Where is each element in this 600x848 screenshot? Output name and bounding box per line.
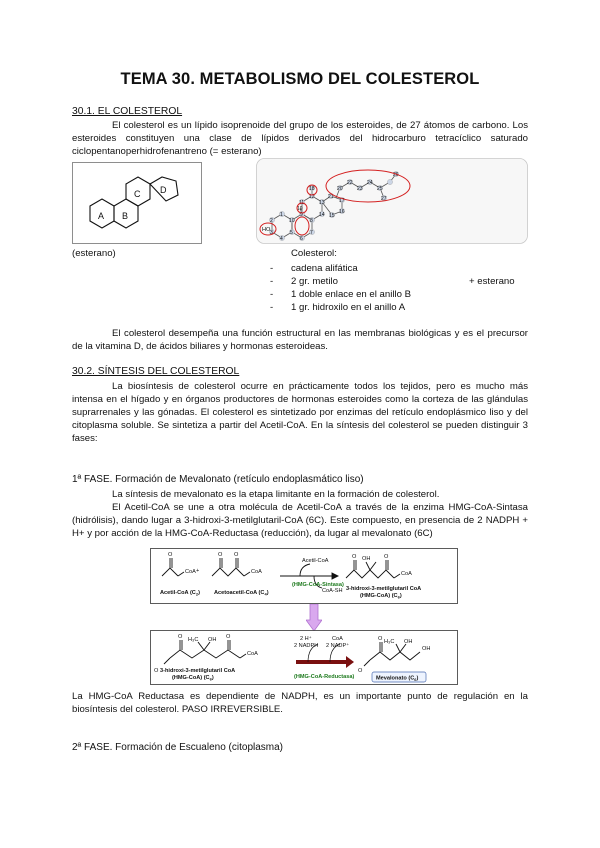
fase1-description: El Acetil-CoA se une a otra molécula de Acetil-CoA a través de la enzima HMG-CoA-Sintasa (hidrólisis), dando lugar a 3-hidroxi-3-metilglutaril-CoA (6C). Este compuesto, en presencia de 2 NADPH + H+ y por acción de la HMG-CoA-Reductasa (reducción), da lugar al mevalonato (6C) bbox=[72, 502, 528, 539]
coa-label: CoA bbox=[332, 636, 343, 642]
h-plus-label: 2 H⁺ bbox=[300, 636, 312, 642]
nadph-label: 2 NADPH bbox=[294, 643, 319, 649]
enzyme-hmg-coa-sintasa: (HMG-CoA-Sintasa) bbox=[292, 582, 344, 588]
esterano-caption: (esterano) bbox=[72, 248, 116, 259]
h3c-label-2: H₃C bbox=[384, 639, 395, 645]
feature-bullet: - bbox=[270, 289, 274, 300]
ring-d-label: D bbox=[160, 185, 167, 195]
svg-text:(HMG-CoA) (C6): (HMG-CoA) $(C_6)$ bbox=[360, 593, 402, 600]
oh-label-2: OH bbox=[404, 639, 413, 645]
hmg-coa-name-3: 3-hidroxi-3-metilglutaril CoA bbox=[160, 668, 236, 674]
svg-text:Mevalonato (C6): Mevalonato $(C_6)$ bbox=[376, 675, 419, 682]
colesterol-structure bbox=[256, 158, 528, 244]
fase1-limiting-step: La síntesis de mevalonato es la etapa limitante en la formación de colesterol. bbox=[112, 489, 440, 500]
atom-16: 16 bbox=[339, 209, 345, 215]
acetoacetil-coa-name: Acetoacetil-CoA (C bbox=[214, 590, 265, 596]
atom-11: 11 bbox=[299, 200, 305, 206]
oh-label-1: OH bbox=[208, 637, 217, 643]
plus-sign: + bbox=[196, 568, 200, 574]
function-paragraph: El colesterol desempeña una función estructural en las membranas biológicas y es el precursor de la vitamina D, de ácidos biliares y hormonas esteroideas. bbox=[72, 328, 528, 352]
acetil-coa-substrate: Acetil-CoA bbox=[302, 558, 329, 564]
svg-text:O: O bbox=[154, 668, 159, 674]
svg-text:O: O bbox=[178, 634, 183, 640]
hmg-coa-name-1: 3-hidroxi-3-metilglutaril CoA bbox=[346, 586, 422, 592]
feature-bullet: - bbox=[270, 263, 274, 274]
atom-14: 14 bbox=[319, 212, 325, 218]
hmg-coa-name-2: (HMG-CoA) (C bbox=[360, 593, 398, 599]
feature-item: 1 gr. hidroxilo en el anillo A bbox=[291, 302, 406, 313]
atom-20: 20 bbox=[337, 186, 343, 192]
atom-26: 26 bbox=[393, 172, 399, 178]
esterano-diagram bbox=[72, 162, 202, 244]
ho-group-label: HO bbox=[262, 227, 271, 233]
nadp-label: 2 NADP⁺ bbox=[326, 643, 350, 649]
ring-a-label: A bbox=[98, 211, 105, 221]
sintesis-paragraph: La biosíntesis de colesterol ocurre en prácticamente todos los tejidos, pero es mucho más intensa en el hígado y en órganos productores de hormonas esteroides como la corteza de las glándulas suprarrenales y las gónadas. El colesterol es sintetizado por enzimas del retículo endoplásmico liso y del citoplasma soluble. Se sintetiza a partir del Acetil-CoA. En la síntesis del colesterol se pueden distinguir 3 fases: bbox=[72, 381, 528, 444]
ring-c-label: C bbox=[134, 189, 141, 199]
intro-paragraph: El colesterol es un lípido isoprenoide del grupo de los esteroides, de 27 átomos de carbono. Los esteroides constituyen una clase de lípidos derivados del hidrocarburo tetracíclico saturado ciclopentanoperhidrofenantreno (= esterano) bbox=[72, 120, 528, 157]
svg-text:O: O bbox=[378, 636, 383, 642]
hmg-subscript-2: 6 bbox=[209, 676, 212, 682]
atom-6: 6 bbox=[300, 236, 303, 242]
acetil-coa-name: Acetil-CoA (C bbox=[160, 590, 196, 596]
ring-b-label: B bbox=[122, 211, 129, 221]
mevalonato-name: Mevalonato (C bbox=[376, 675, 415, 682]
svg-text:O: O bbox=[226, 634, 231, 640]
plus-esterano-label: + esterano bbox=[469, 276, 515, 287]
atom-8: 8 bbox=[310, 218, 313, 224]
feature-bullet: - bbox=[270, 302, 274, 313]
coa-sh-product: CoA-SH bbox=[322, 588, 343, 594]
h3c-label-1: H₃C bbox=[188, 637, 199, 643]
fase2-heading: 2ª FASE. Formación de Escualeno (citoplasma) bbox=[72, 742, 284, 753]
atom-15: 15 bbox=[329, 213, 335, 219]
atom-4: 4 bbox=[280, 236, 283, 242]
mevalonato-subscript: 6 bbox=[414, 677, 417, 682]
atom-13: 13 bbox=[319, 200, 325, 206]
section-heading-sintesis: 30.2. SÍNTESIS DEL COLESTEROL bbox=[72, 366, 240, 377]
feature-item: 2 gr. metilo bbox=[291, 276, 338, 287]
hmg-subscript: 6 bbox=[397, 594, 400, 600]
acetoacetil-subscript: 4 bbox=[264, 591, 267, 597]
atom-22: 22 bbox=[347, 180, 353, 186]
atom-12: 12 bbox=[309, 194, 315, 200]
acetil-subscript: 2 bbox=[195, 591, 199, 597]
atom-25: 25 bbox=[377, 186, 383, 192]
svg-text:O: O bbox=[234, 552, 239, 558]
colesterol-list-heading: Colesterol: bbox=[291, 248, 337, 259]
section-heading-colesterol: 30.1. EL COLESTEROL bbox=[72, 106, 183, 117]
svg-text:(HMG-CoA) (C6): (HMG-CoA) $(C_6)$ bbox=[172, 675, 214, 682]
hmg-reductasa-note: La HMG-CoA Reductasa es dependiente de NADPH, es un importante punto de regulación en la biosíntesis del colesterol. PASO IRREVERSIBLE. bbox=[72, 691, 528, 715]
atom-19: 19 bbox=[297, 206, 303, 212]
svg-text:OH: OH bbox=[362, 556, 371, 562]
atom-10: 10 bbox=[289, 218, 295, 224]
oh-label-3: OH bbox=[422, 646, 431, 652]
scoa-label-3: CoA bbox=[401, 571, 412, 577]
fase1-heading: 1ª FASE. Formación de Mevalonato (retículo endoplasmático liso) bbox=[72, 474, 364, 485]
atom-23: 23 bbox=[357, 186, 363, 192]
atom-21: 21 bbox=[328, 194, 334, 200]
atom-3: 3 bbox=[270, 230, 273, 236]
svg-text:Acetoacetil-CoA (C4): Acetoacetil-CoA $(C_4)$ bbox=[214, 590, 269, 597]
feature-item: cadena alifática bbox=[291, 263, 358, 274]
svg-text:O: O bbox=[358, 668, 363, 674]
reaction-hmg-coa-sintasa bbox=[150, 548, 458, 604]
enzyme-hmg-coa-reductasa: (HMG-CoA-Reductasa) bbox=[294, 674, 355, 680]
down-arrow-icon bbox=[306, 604, 322, 632]
svg-text:Acetil-CoA (C2): Acetil-CoA $(C_2)$ bbox=[160, 590, 200, 597]
atom-9: 9 bbox=[300, 212, 303, 218]
atom-17: 17 bbox=[339, 198, 345, 204]
feature-bullet: - bbox=[270, 276, 274, 287]
scoa-label-2: CoA bbox=[251, 569, 262, 575]
atom-1: 1 bbox=[280, 212, 283, 218]
svg-text:O: O bbox=[218, 552, 223, 558]
atom-18: 18 bbox=[309, 186, 315, 192]
page-title: TEMA 30. METABOLISMO DEL COLESTEROL bbox=[120, 70, 480, 88]
atom-27: 27 bbox=[381, 196, 387, 202]
atom-24: 24 bbox=[367, 180, 373, 186]
atom-5: 5 bbox=[290, 230, 293, 236]
scoa-label-4: CoA bbox=[247, 651, 258, 657]
hmg-coa-name-4: (HMG-CoA) (C bbox=[172, 675, 210, 681]
svg-text:O: O bbox=[168, 552, 173, 558]
feature-item: 1 doble enlace en el anillo B bbox=[291, 289, 412, 300]
atom-7: 7 bbox=[310, 230, 313, 236]
scoa-label-1: CoA bbox=[185, 569, 196, 575]
svg-text:O: O bbox=[352, 554, 357, 560]
atom-2: 2 bbox=[270, 218, 273, 224]
reaction-hmg-coa-reductasa bbox=[150, 630, 458, 685]
svg-text:O: O bbox=[384, 554, 389, 560]
